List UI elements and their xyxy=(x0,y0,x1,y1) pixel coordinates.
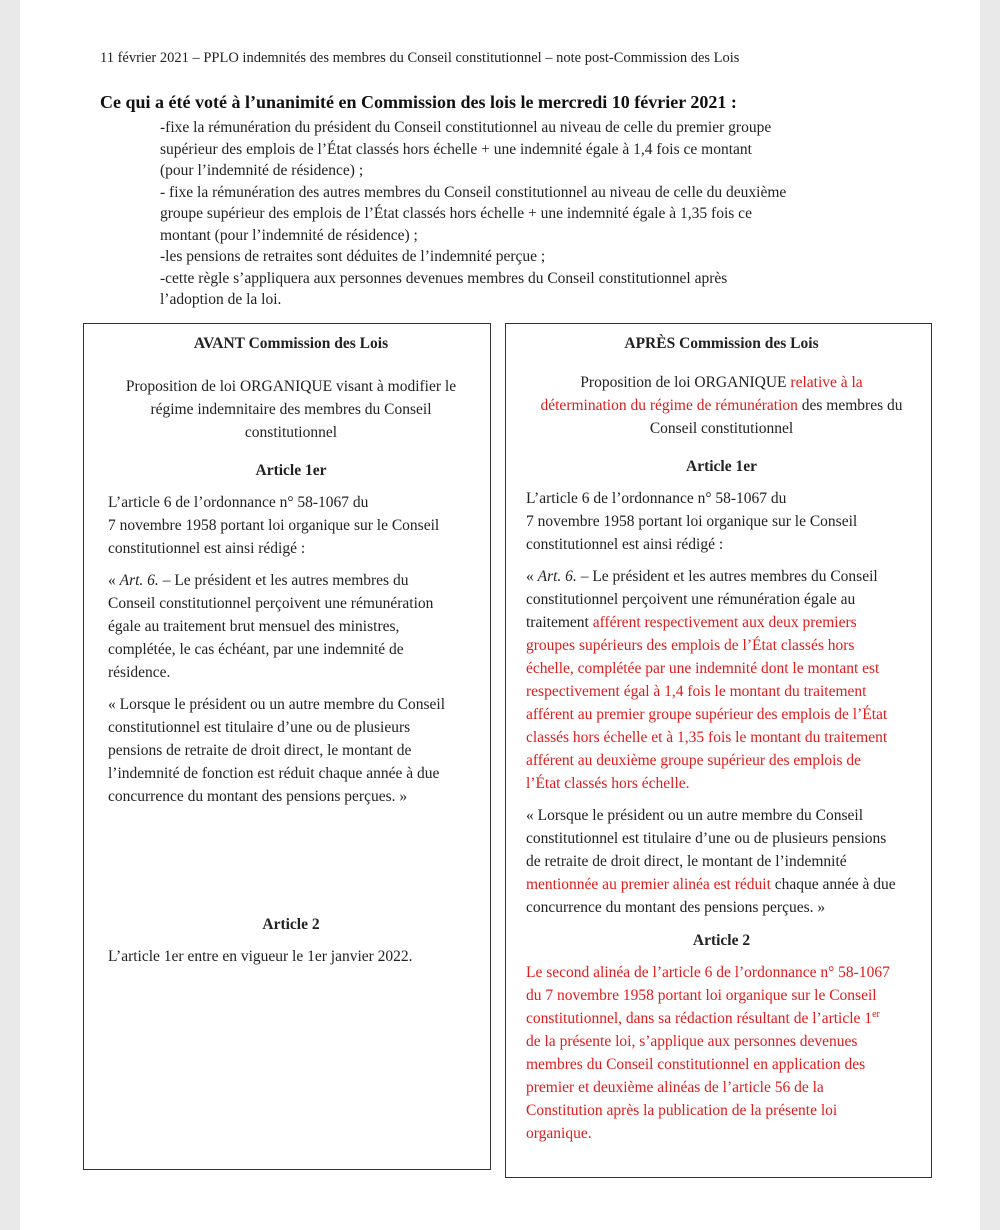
after-article1-intro xyxy=(526,487,917,556)
amended-line xyxy=(526,1007,917,1030)
text-run: – Le président et les autres membres du Conseil xyxy=(576,568,878,585)
quote-open: « xyxy=(108,572,120,589)
text-line: « Lorsque le président ou un autre membre du Conseil xyxy=(526,807,864,824)
text-line xyxy=(526,565,917,588)
vote-summary-list xyxy=(160,117,920,311)
amended-text: détermination du régime de rémunération xyxy=(540,397,798,414)
before-article1-intro xyxy=(108,491,474,560)
before-commission-box xyxy=(83,323,491,1170)
amended-line: afférent au deuxième groupe supérieur des emplois de xyxy=(526,752,861,769)
after-box-title: APRÈS Commission des Lois xyxy=(624,335,819,352)
text-run: traitement xyxy=(526,614,593,631)
text-line: résidence. xyxy=(108,664,171,681)
text-line: complétée, le cas échéant, par une indemnité de xyxy=(108,641,404,658)
bullet-line: groupe supérieur des emplois de l’État classés hors échelle + une indemnité égale à 1,35 fois ce xyxy=(160,205,752,222)
text-run: chaque année à due xyxy=(770,876,896,893)
superscript: er xyxy=(872,1008,880,1020)
bullet-line: -fixe la rémunération du président du Conseil constitutionnel au niveau de celle du premier groupe xyxy=(160,119,772,136)
amended-text: mentionnée au premier alinéa est réduit xyxy=(526,876,771,893)
text-line: l’indemnité de fonction est réduit chaque année à due xyxy=(108,765,440,782)
before-article2-title: Article 2 xyxy=(262,916,320,933)
bullet-line: montant (pour l’indemnité de résidence) ; xyxy=(160,226,418,244)
quote-open: « xyxy=(526,568,538,585)
text-line: 7 novembre 1958 portant loi organique sur le Conseil xyxy=(108,517,440,534)
amended-text: afférent respectivement aux deux premiers xyxy=(592,614,857,631)
text-line: constitutionnel perçoivent une rémunération égale au xyxy=(526,591,856,608)
after-pension-paragraph xyxy=(526,804,917,919)
amended-line: afférent au premier groupe supérieur des emplois de l’État xyxy=(526,706,888,723)
after-article2-title: Article 2 xyxy=(692,932,751,949)
amended-line: organique. xyxy=(526,1125,592,1142)
text-line: concurrence du montant des pensions perçues. » xyxy=(526,899,826,916)
bullet-line: -cette règle s’appliquera aux personnes devenues membres du Conseil constitutionnel après xyxy=(160,269,728,287)
text-line: « Lorsque le président ou un autre membre du Conseil xyxy=(108,696,446,713)
after-article2-text xyxy=(526,961,917,1145)
text-line: de retraite de droit direct, le montant de l’indemnité xyxy=(526,853,847,870)
art6-label: Art. 6. xyxy=(119,572,159,589)
amended-line: membres du Conseil constitutionnel en application des xyxy=(526,1056,866,1073)
text-line: Conseil constitutionnel perçoivent une rémunération xyxy=(108,595,434,612)
text-line: constitutionnel est titulaire d’une ou de plusieurs pensions xyxy=(526,830,887,847)
text-run: constitutionnel, dans sa rédaction résultant de l’article 1 xyxy=(526,1010,873,1027)
text-run: Proposition de loi ORGANIQUE xyxy=(580,374,791,391)
amended-line: Le second alinéa de l’article 6 de l’ordonnance n° 58-1067 xyxy=(526,964,890,981)
after-article1-title: Article 1er xyxy=(686,458,757,475)
amended-line: premier et deuxième alinéas de l’article 56 de la xyxy=(526,1079,824,1096)
text-line: concurrence du montant des pensions perçues. » xyxy=(108,788,408,805)
before-art6-paragraph xyxy=(108,569,474,684)
before-pension-paragraph xyxy=(108,693,474,808)
text-line: L’article 6 de l’ordonnance n° 58-1067 du xyxy=(108,494,369,511)
amended-line: échelle, complétée par une indemnité dont le montant est xyxy=(526,660,880,677)
before-article2-text: L’article 1er entre en vigueur le 1er janvier 2022. xyxy=(108,948,413,965)
text-line xyxy=(108,569,474,592)
text-line xyxy=(526,394,917,417)
amended-line: l’État classés hors échelle. xyxy=(526,775,690,792)
bullet-line: l’adoption de la loi. xyxy=(160,291,282,308)
after-commission-box xyxy=(505,323,932,1178)
amended-text: relative à la xyxy=(790,374,863,391)
text-line: Proposition de loi ORGANIQUE visant à modifier le xyxy=(125,378,457,395)
document-page xyxy=(20,0,980,1230)
text-run: des membres du xyxy=(797,397,903,414)
art6-label: Art. 6. xyxy=(537,568,577,585)
vote-title: Ce qui a été voté à l’unanimité en Commission des lois le mercredi 10 février 2021 : xyxy=(100,92,737,112)
text-line: constitutionnel est titulaire d’une ou de plusieurs xyxy=(108,719,411,736)
text-line: 7 novembre 1958 portant loi organique sur le Conseil xyxy=(526,513,858,530)
text-line: constitutionnel xyxy=(244,424,338,441)
text-line xyxy=(526,873,917,896)
bullet-line: - fixe la rémunération des autres membres du Conseil constitutionnel au niveau de celle du deuxième xyxy=(160,183,787,201)
text-line: pensions de retraite de droit direct, le montant de xyxy=(108,742,412,759)
text-line: L’article 6 de l’ordonnance n° 58-1067 du xyxy=(526,490,787,507)
text-line xyxy=(526,371,917,394)
after-bill-title xyxy=(526,371,917,440)
text-line: régime indemnitaire des membres du Conseil xyxy=(150,401,432,418)
after-art6-paragraph xyxy=(526,565,917,795)
text-line: égale au traitement brut mensuel des ministres, xyxy=(108,618,400,635)
amended-line: de la présente loi, s’applique aux personnes devenues xyxy=(526,1033,858,1050)
text-run: – Le président et les autres membres du xyxy=(158,572,409,589)
bullet-line: supérieur des emplois de l’État classés hors échelle + une indemnité égale à 1,4 fois ce montant xyxy=(160,140,752,158)
bullet-line: -les pensions de retraites sont déduites de l’indemnité perçue ; xyxy=(160,248,546,265)
document-header: 11 février 2021 – PPLO indemnités des membres du Conseil constitutionnel – note post-Commission des Lois xyxy=(100,50,740,66)
bullet-line: (pour l’indemnité de résidence) ; xyxy=(160,162,364,179)
before-article1-title: Article 1er xyxy=(255,462,327,479)
text-line xyxy=(526,611,917,634)
text-line: constitutionnel est ainsi rédigé : xyxy=(108,540,306,557)
amended-line: Constitution après la publication de la présente loi xyxy=(526,1102,838,1119)
text-line: Conseil constitutionnel xyxy=(649,420,794,437)
before-box-title: AVANT Commission des Lois xyxy=(193,335,389,352)
amended-line: groupes supérieurs des emplois de l’État classés hors xyxy=(526,637,855,654)
amended-line: du 7 novembre 1958 portant loi organique sur le Conseil xyxy=(526,987,877,1004)
text-line: constitutionnel est ainsi rédigé : xyxy=(526,536,724,553)
amended-line: respectivement égal à 1,4 fois le montant du traitement xyxy=(526,683,867,700)
before-bill-title xyxy=(108,375,474,444)
amended-line: classés hors échelle et à 1,35 fois le montant du traitement xyxy=(526,729,888,746)
